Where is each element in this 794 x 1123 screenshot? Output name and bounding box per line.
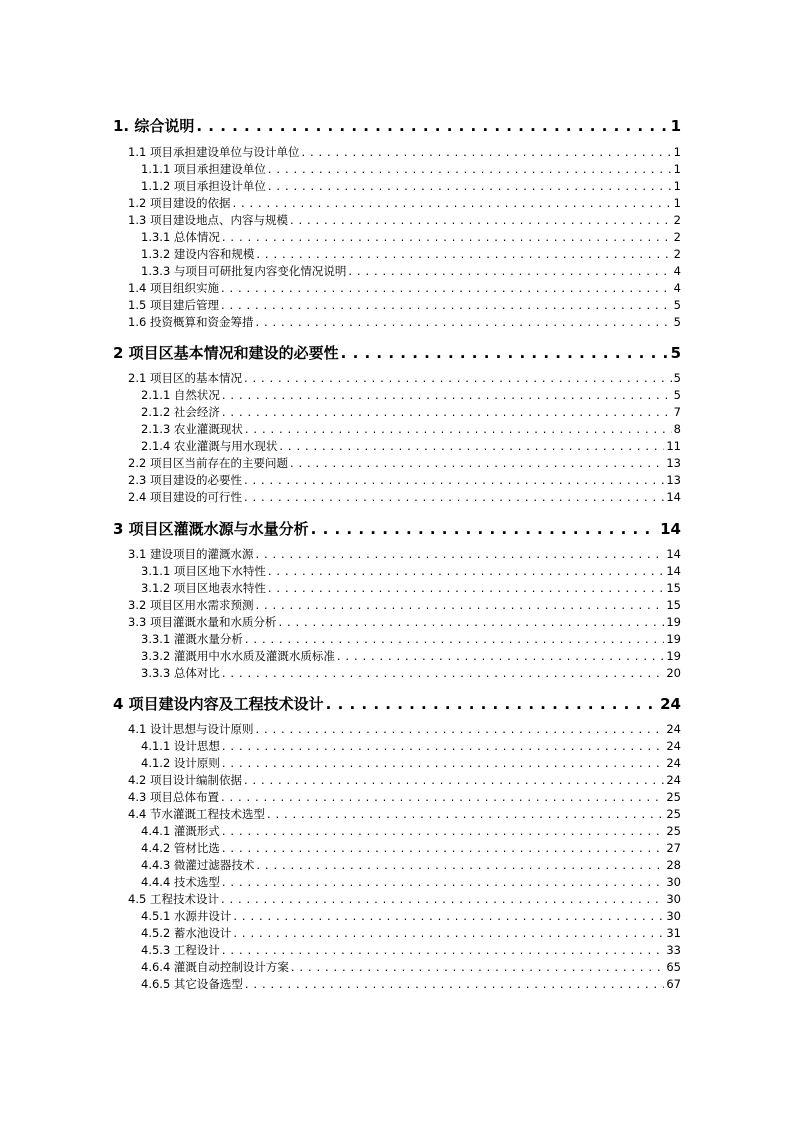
toc-entry-title: 1. 综合说明 [113, 117, 195, 135]
toc-entry-title: 4.1 设计思想与设计原则 [128, 722, 254, 736]
toc-entry-title: 1.1 项目承担建设单位与设计单位 [128, 145, 300, 159]
toc-entry-title: 3.3.3 总体对比 [141, 666, 220, 680]
toc-subsection-entry[interactable] [141, 178, 681, 193]
toc-section-entry[interactable] [128, 806, 681, 821]
toc-page-number: 14 [666, 490, 681, 504]
toc-page-number: 1 [673, 162, 681, 176]
toc-entry-title: 4.4.2 管材比选 [141, 841, 220, 855]
toc-page-number: 14 [666, 564, 681, 578]
toc-entry-title: 4.3 项目总体布置 [128, 790, 219, 804]
toc-entry-title: 2.1.3 农业灌溉现状 [141, 422, 243, 436]
toc-dot-leader [222, 841, 664, 855]
toc-page-number: 24 [660, 695, 681, 713]
toc-page-number: 33 [666, 943, 681, 957]
toc-entry-title: 3.2 项目区用水需求预测 [128, 598, 254, 612]
toc-dot-leader [233, 909, 664, 923]
toc-section-entry[interactable] [128, 314, 681, 329]
toc-dot-leader [222, 824, 664, 838]
toc-page-number: 25 [666, 790, 681, 804]
toc-dot-leader [255, 315, 671, 329]
toc-dot-leader [291, 960, 664, 974]
toc-entry-title: 4.4.4 技术选型 [141, 875, 220, 889]
toc-entry-title: 4.4.1 灌溉形式 [141, 824, 220, 838]
toc-page-number: 30 [666, 875, 681, 889]
toc-page-number: 5 [673, 388, 681, 402]
toc-entry-title: 2.2 项目区当前存在的主要问题 [128, 456, 288, 470]
toc-page-number: 2 [673, 213, 681, 227]
toc-dot-leader [222, 875, 664, 889]
toc-subsection-entry[interactable] [141, 857, 681, 872]
toc-section-entry[interactable] [128, 370, 681, 385]
toc-entry-title: 4.4.3 微灌过滤器技术 [141, 858, 255, 872]
toc-page-number: 20 [666, 666, 681, 680]
toc-page-number: 25 [666, 807, 681, 821]
toc-page-number: 24 [666, 756, 681, 770]
toc-dot-leader [268, 162, 672, 176]
toc-page-number: 24 [666, 773, 681, 787]
toc-page-number: 1 [670, 117, 681, 135]
toc-entry-title: 4.1.1 设计思想 [141, 739, 220, 753]
toc-dot-leader [290, 213, 672, 227]
toc-subsection-entry[interactable] [141, 421, 681, 436]
toc-subsection-entry[interactable] [141, 942, 681, 957]
toc-dot-leader [244, 490, 664, 504]
toc-dot-leader [221, 790, 664, 804]
toc-subsection-entry[interactable] [141, 738, 681, 753]
toc-dot-leader [222, 756, 664, 770]
toc-dot-leader [245, 632, 664, 646]
toc-entry-title: 2.1 项目区的基本情况 [128, 371, 242, 385]
toc-entry-title: 3.3 项目灌溉水量和水质分析 [128, 615, 277, 629]
toc-subsection-entry[interactable] [141, 959, 681, 974]
toc-subsection-entry[interactable] [141, 263, 681, 278]
toc-entry-title: 4.4 节水灌溉工程技术选型 [128, 807, 265, 821]
toc-page-number: 4 [673, 264, 681, 278]
toc-dot-leader [268, 179, 672, 193]
toc-subsection-entry[interactable] [141, 648, 681, 663]
toc-section-entry[interactable] [128, 297, 681, 312]
toc-page-number: 67 [666, 977, 681, 991]
toc-dot-leader [233, 926, 664, 940]
toc-dot-leader [244, 473, 664, 487]
toc-page-number: 30 [666, 909, 681, 923]
toc-page-number: 11 [666, 439, 681, 453]
toc-page-number: 19 [666, 615, 681, 629]
toc-entry-title: 4.6.4 灌溉自动控制设计方案 [141, 960, 289, 974]
toc-dot-leader [348, 264, 671, 278]
toc-subsection-entry[interactable] [141, 755, 681, 770]
toc-entry-title: 1.6 投资概算和资金筹措 [128, 315, 254, 329]
toc-dot-leader [255, 547, 664, 561]
toc-entry-title: 2.1.4 农业灌溉与用水现状 [141, 439, 278, 453]
toc-subsection-entry[interactable] [141, 925, 681, 940]
toc-page-number: 5 [673, 298, 681, 312]
toc-entry-title: 4.2 项目设计编制依据 [128, 773, 242, 787]
toc-subsection-entry[interactable] [141, 580, 681, 595]
toc-entry-title: 3.3.2 灌溉用中水水质及灌溉水质标准 [141, 649, 335, 663]
toc-subsection-entry[interactable] [141, 246, 681, 261]
toc-entry-title: 2.4 项目建设的可行性 [128, 490, 242, 504]
toc-dot-leader [301, 145, 671, 159]
toc-subsection-entry[interactable] [141, 874, 681, 889]
toc-subsection-entry[interactable] [141, 631, 681, 646]
toc-dot-leader [222, 230, 672, 244]
toc-entry-title: 3.1.1 项目区地下水特性 [141, 564, 266, 578]
toc-page-number: 15 [666, 581, 681, 595]
toc-dot-leader [222, 405, 672, 419]
toc-subsection-entry[interactable] [141, 387, 681, 402]
toc-entry-title: 4.1.2 设计原则 [141, 756, 220, 770]
toc-page-number: 13 [666, 456, 681, 470]
toc-subsection-entry[interactable] [141, 665, 681, 680]
toc-page-number: 24 [666, 739, 681, 753]
toc-entry-title: 1.2 项目建设的依据 [128, 196, 231, 210]
toc-subsection-entry[interactable] [141, 976, 681, 991]
toc-entry-title: 4 项目建设内容及工程技术设计 [113, 695, 324, 713]
toc-dot-leader [256, 247, 671, 261]
toc-entry-title: 1.1.1 项目承担建设单位 [141, 162, 266, 176]
toc-dot-leader [222, 943, 664, 957]
toc-section-entry[interactable] [128, 721, 681, 736]
toc-page-number: 1 [673, 196, 681, 210]
toc-dot-leader [244, 773, 664, 787]
toc-entry-title: 1.3 项目建设地点、内容与规模 [128, 213, 288, 227]
toc-page-number: 8 [673, 422, 681, 436]
toc-page-number: 15 [666, 598, 681, 612]
toc-page-number: 4 [673, 281, 681, 295]
toc-section-entry[interactable] [128, 195, 681, 210]
toc-dot-leader [290, 456, 664, 470]
toc-subsection-entry[interactable] [141, 908, 681, 923]
toc-page-number: 2 [673, 247, 681, 261]
toc-section-entry[interactable] [128, 280, 681, 295]
toc-dot-leader [222, 739, 664, 753]
toc-page-number: 65 [666, 960, 681, 974]
toc-page-number: 5 [673, 371, 681, 385]
toc-page-number: 28 [666, 858, 681, 872]
toc-subsection-entry[interactable] [141, 563, 681, 578]
toc-entry-title: 1.5 项目建后管理 [128, 298, 219, 312]
toc-subsection-entry[interactable] [141, 438, 681, 453]
toc-page-number: 19 [666, 649, 681, 663]
toc-dot-leader [221, 281, 672, 295]
toc-dot-leader [256, 858, 664, 872]
toc-section-entry[interactable] [128, 212, 681, 227]
toc-page-number: 31 [666, 926, 681, 940]
toc-dot-leader [279, 439, 664, 453]
toc-page-number: 19 [666, 632, 681, 646]
toc-subsection-entry[interactable] [141, 823, 681, 838]
toc-entry-title: 4.6.5 其它设备选型 [141, 977, 243, 991]
toc-dot-leader [232, 196, 671, 210]
toc-page-number: 1 [673, 145, 681, 159]
toc-section-entry[interactable] [128, 144, 681, 159]
toc-dot-leader [221, 892, 664, 906]
toc-section-entry[interactable] [128, 789, 681, 804]
toc-chapter-entry[interactable] [113, 518, 681, 538]
toc-chapter-entry[interactable] [113, 693, 681, 713]
toc-dot-leader [268, 581, 664, 595]
toc-dot-leader [221, 298, 672, 312]
toc-dot-leader [245, 422, 672, 436]
toc-section-entry[interactable] [128, 772, 681, 787]
toc-dot-leader [278, 615, 664, 629]
toc-dot-leader [196, 117, 668, 135]
toc-entry-title: 4.5.3 工程设计 [141, 943, 220, 957]
toc-dot-leader [255, 598, 664, 612]
toc-entry-title: 4.5.2 蓄水池设计 [141, 926, 232, 940]
toc-subsection-entry[interactable] [141, 404, 681, 419]
toc-entry-title: 2.3 项目建设的必要性 [128, 473, 242, 487]
toc-entry-title: 2 项目区基本情况和建设的必要性 [113, 344, 339, 362]
toc-page-number: 24 [666, 722, 681, 736]
toc-section-entry[interactable] [128, 455, 681, 470]
toc-entry-title: 1.3.3 与项目可研批复内容变化情况说明 [141, 264, 347, 278]
toc-entry-title: 1.1.2 项目承担设计单位 [141, 179, 266, 193]
toc-entry-title: 2.1.2 社会经济 [141, 405, 220, 419]
toc-page-number: 5 [673, 315, 681, 329]
toc-chapter-entry[interactable] [113, 342, 681, 362]
toc-dot-leader [341, 344, 669, 362]
toc-page-number: 14 [666, 547, 681, 561]
toc-section-entry[interactable] [128, 891, 681, 906]
toc-dot-leader [222, 666, 664, 680]
toc-section-entry[interactable] [128, 546, 681, 561]
toc-entry-title: 4.5 工程技术设计 [128, 892, 219, 906]
toc-page-number: 1 [673, 179, 681, 193]
toc-dot-leader [337, 649, 664, 663]
toc-subsection-entry[interactable] [141, 229, 681, 244]
toc-dot-leader [255, 722, 664, 736]
toc-dot-leader [326, 695, 658, 713]
toc-dot-leader [244, 371, 672, 385]
toc-page-number: 2 [673, 230, 681, 244]
toc-section-entry[interactable] [128, 597, 681, 612]
toc-page-number: 25 [666, 824, 681, 838]
toc-entry-title: 2.1.1 自然状况 [141, 388, 220, 402]
toc-subsection-entry[interactable] [141, 161, 681, 176]
toc-page-number: 7 [673, 405, 681, 419]
toc-page-number: 5 [670, 344, 681, 362]
toc-section-entry[interactable] [128, 489, 681, 504]
toc-page-number: 30 [666, 892, 681, 906]
toc-entry-title: 1.3.1 总体情况 [141, 230, 220, 244]
toc-dot-leader [222, 388, 672, 402]
toc-entry-title: 3.1.2 项目区地表水特性 [141, 581, 266, 595]
toc-entry-title: 3.1 建设项目的灌溉水源 [128, 547, 254, 561]
toc-page-number: 14 [660, 520, 681, 538]
toc-dot-leader [245, 977, 664, 991]
toc-entry-title: 3.3.1 灌溉水量分析 [141, 632, 243, 646]
toc-dot-leader [267, 807, 664, 821]
toc-section-entry[interactable] [128, 614, 681, 629]
toc-dot-leader [311, 520, 658, 538]
toc-page-number: 13 [666, 473, 681, 487]
toc-dot-leader [268, 564, 664, 578]
toc-chapter-entry[interactable] [113, 115, 681, 135]
toc-entry-title: 1.3.2 建设内容和规模 [141, 247, 255, 261]
toc-page-number: 27 [666, 841, 681, 855]
toc-entry-title: 3 项目区灌溉水源与水量分析 [113, 520, 309, 538]
toc-section-entry[interactable] [128, 472, 681, 487]
toc-subsection-entry[interactable] [141, 840, 681, 855]
toc-entry-title: 1.4 项目组织实施 [128, 281, 219, 295]
toc-entry-title: 4.5.1 水源井设计 [141, 909, 232, 923]
